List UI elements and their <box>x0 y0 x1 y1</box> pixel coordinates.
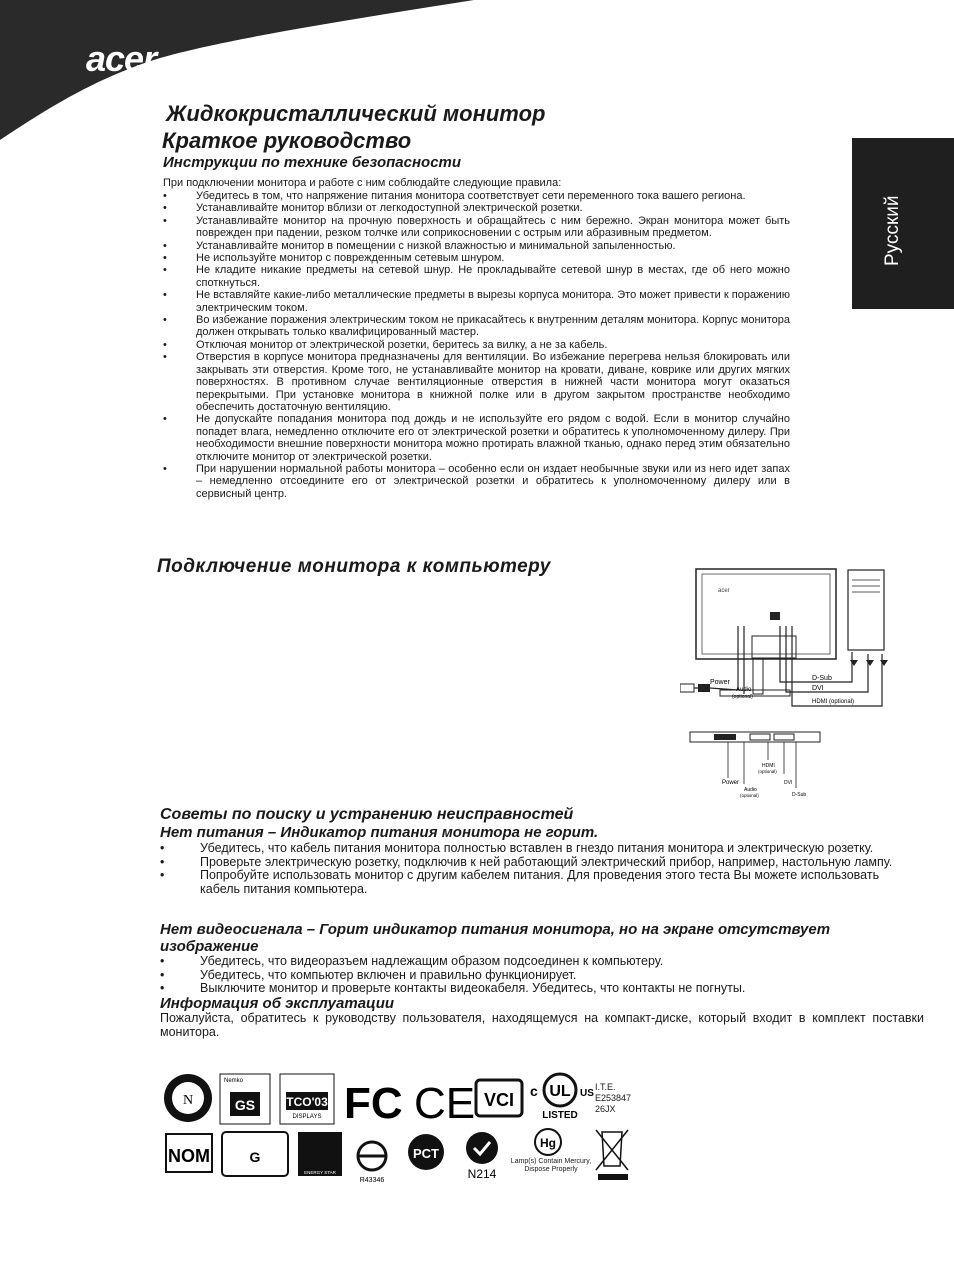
info-text: Пожалуйста, обратитесь к руководству пользователя, находящемуся на компакт-диске, который входит в комплект поставки монитора. <box>160 1011 924 1039</box>
label-audio-optional-bottom: (optional) <box>740 793 759 798</box>
check-mark-icon <box>466 1132 498 1181</box>
mercury-text: Lamp(s) Contain Mercury, Dispose Properly <box>510 1158 592 1173</box>
no-video-list <box>160 955 922 996</box>
label-hdmi-bottom: HDMI <box>762 763 775 769</box>
list-item: • Не кладите никакие предметы на сетевой шнур. Не прокладывайте сетевой шнур в местах, где об него можно споткнуться. <box>163 264 790 289</box>
mercury-icon <box>535 1129 561 1155</box>
svg-text:ENERGY STAR: ENERGY STAR <box>304 1170 336 1175</box>
label-dsub: D-Sub <box>812 675 832 682</box>
svg-text:acer: acer <box>718 588 730 594</box>
ul-line-1: I.T.E. <box>595 1082 616 1092</box>
svg-text:UL: UL <box>549 1083 571 1100</box>
acer-logo: acer <box>86 38 157 79</box>
label-power-bottom: Power <box>722 780 740 786</box>
safety-list <box>163 190 790 500</box>
list-item: • Убедитесь, что кабель питания монитора полностью вставлен в гнездо питания монитора и электрическую розетку. <box>160 842 922 856</box>
connection-diagram <box>680 560 920 805</box>
list-item: • Устанавливайте монитор на прочную поверхность и обращайтесь с ним бережно. Экран монитора может быть поврежден при падении, резком толчке или соприкосновении с острым или абразивным предметом. <box>163 215 790 240</box>
label-dvi: DVI <box>812 685 824 692</box>
list-item: • Не вставляйте какие-либо металлические предметы в вырезы корпуса монитора. Это может привести к поражению электрическим током. <box>163 289 790 314</box>
gost-icon <box>222 1132 288 1176</box>
ul-us-text: US <box>580 1088 594 1099</box>
svg-text:Hg: Hg <box>540 1136 556 1150</box>
nemko-text: Nemko <box>224 1078 244 1084</box>
list-item: • Не используйте монитор с поврежденным сетевым шнуром. <box>163 252 790 264</box>
label-audio: Audio <box>736 687 752 693</box>
svg-text:G: G <box>249 1149 261 1165</box>
label-dsub-bottom: D-Sub <box>792 792 807 798</box>
nemko-energy-icon <box>164 1074 212 1122</box>
gs-text: GS <box>234 1097 256 1113</box>
list-item: • Во избежание поражения электрическим током не прикасайтесь к внутренним деталям монитора. Корпус монитора должен открывать только квалифицированный мастер. <box>163 314 790 339</box>
certifications-row-2 <box>164 1126 644 1186</box>
ul-line-2: E253847 <box>595 1093 632 1103</box>
label-hdmi-optional: HDMI (optional) <box>812 699 855 705</box>
vci-icon <box>476 1080 522 1116</box>
svg-text:N: N <box>182 1093 194 1108</box>
gs-icon <box>220 1074 270 1124</box>
svg-text:PCT: PCT <box>413 1146 439 1161</box>
weee-bin-icon <box>596 1130 628 1180</box>
n214-text: N214 <box>467 1167 497 1181</box>
info-heading: Информация об эксплуатации <box>160 995 395 1012</box>
list-item: • Устанавливайте монитор вблизи от легкодоступной электрической розетки. <box>163 202 790 214</box>
list-item: • Отключая монитор от электрической розетки, беритесь за вилку, а не за кабель. <box>163 339 790 351</box>
svg-text:NOM: NOM <box>168 1146 210 1166</box>
fcc-icon: FC <box>344 1079 403 1126</box>
list-item: • Убедитесь в том, что напряжение питания монитора соответствует сети переменного тока вашего региона. <box>163 190 790 202</box>
label-dvi-bottom: DVI <box>784 780 793 786</box>
tco-sub-text: DISPLAYS <box>292 1114 322 1120</box>
ul-icon <box>530 1074 594 1121</box>
safety-heading: Инструкции по технике безопасности <box>163 154 462 171</box>
label-power: Power <box>710 679 730 686</box>
list-item: • Попробуйте использовать монитор с другим кабелем питания. Для проведения этого теста Вы можете использовать кабель питания компьютера. <box>160 869 922 896</box>
no-power-heading: Нет питания – Индикатор питания монитора не горит. <box>160 824 599 841</box>
list-item: • Проверьте электрическую розетку, подключив к ней работающий электрический прибор, например, настольную лампу. <box>160 856 922 870</box>
list-item: • Устанавливайте монитор в помещении с низкой влажностью и минимальной запыленностью. <box>163 240 790 252</box>
list-item: • Убедитесь, что компьютер включен и правильно функционирует. <box>160 969 922 983</box>
list-item: • Убедитесь, что видеоразъем надлежащим образом подсоединен к компьютеру. <box>160 955 922 969</box>
page-subtitle: Краткое руководство <box>162 128 412 153</box>
nom-icon <box>166 1134 212 1172</box>
label-hdmi-optional-bottom: (optional) <box>758 769 777 774</box>
energy-star-icon <box>298 1132 342 1176</box>
connect-heading: Подключение монитора к компьютеру <box>157 556 551 577</box>
list-item: • Отверстия в корпусе монитора предназначены для вентиляции. Во избежание перегрева нельзя блокировать или закрывать эти отверстия. Кроме того, не устанавливайте монитор на кровати, диване, коврике или других мягких поверхностях. В противном случае вентиляционные отверстия в нижней части монитора могут оказаться перекрытыми. При установке монитора в книжной полке или в другом закрытом пространстве необходимо обеспечить достаточную вентиляцию. <box>163 351 790 413</box>
language-tab <box>852 138 954 309</box>
svg-text:VCI: VCI <box>483 1090 515 1110</box>
page-title: Жидкокристаллический монитор <box>166 101 546 126</box>
r-mark-icon <box>358 1142 386 1184</box>
safety-intro: При подключении монитора и работе с ним соблюдайте следующие правила: <box>163 177 562 189</box>
tco-icon <box>280 1074 334 1124</box>
list-item: • При нарушении нормальной работы монитора – особенно если он издает необычные звуки или из него идет запах – немедленно отсоедините его от электрической розетки и обратитесь к уполномоченному дилеру или в сервисный центр. <box>163 463 790 500</box>
no-video-heading: Нет видеосигнала – Горит индикатор питания монитора, но на экране отсутствует изображение <box>160 921 831 955</box>
list-item: • Не допускайте попадания монитора под дождь и не используйте его рядом с водой. Если в монитор случайно попадет влага, немедленно отключите его от электрической розетки и обратитесь к уполномоченному дилеру. При необходимости внешние поверхности монитора можно протирать влажной тканью, однако перед этим обязательно отключите монитор от электрической розетки. <box>163 413 790 463</box>
ce-icon: CE <box>414 1079 476 1126</box>
tco-text: TCO'03 <box>286 1095 328 1109</box>
no-power-list <box>160 842 922 896</box>
language-tab-label: Русский <box>882 195 903 266</box>
r-code-text: R43346 <box>359 1177 385 1184</box>
certifications-row-1 <box>164 1066 664 1126</box>
label-audio-bottom: Audio <box>744 787 757 793</box>
ul-line-3: 26JX <box>595 1104 616 1114</box>
listed-text: LISTED <box>542 1110 578 1121</box>
label-audio-optional: (optional) <box>732 694 753 700</box>
ul-c-text: c <box>530 1083 538 1099</box>
troubleshooting-heading: Советы по поиску и устранению неисправностей <box>160 806 574 823</box>
pct-icon <box>408 1134 444 1170</box>
list-item: • Выключите монитор и проверьте контакты видеокабеля. Убедитесь, что контакты не погнуты. <box>160 982 922 996</box>
